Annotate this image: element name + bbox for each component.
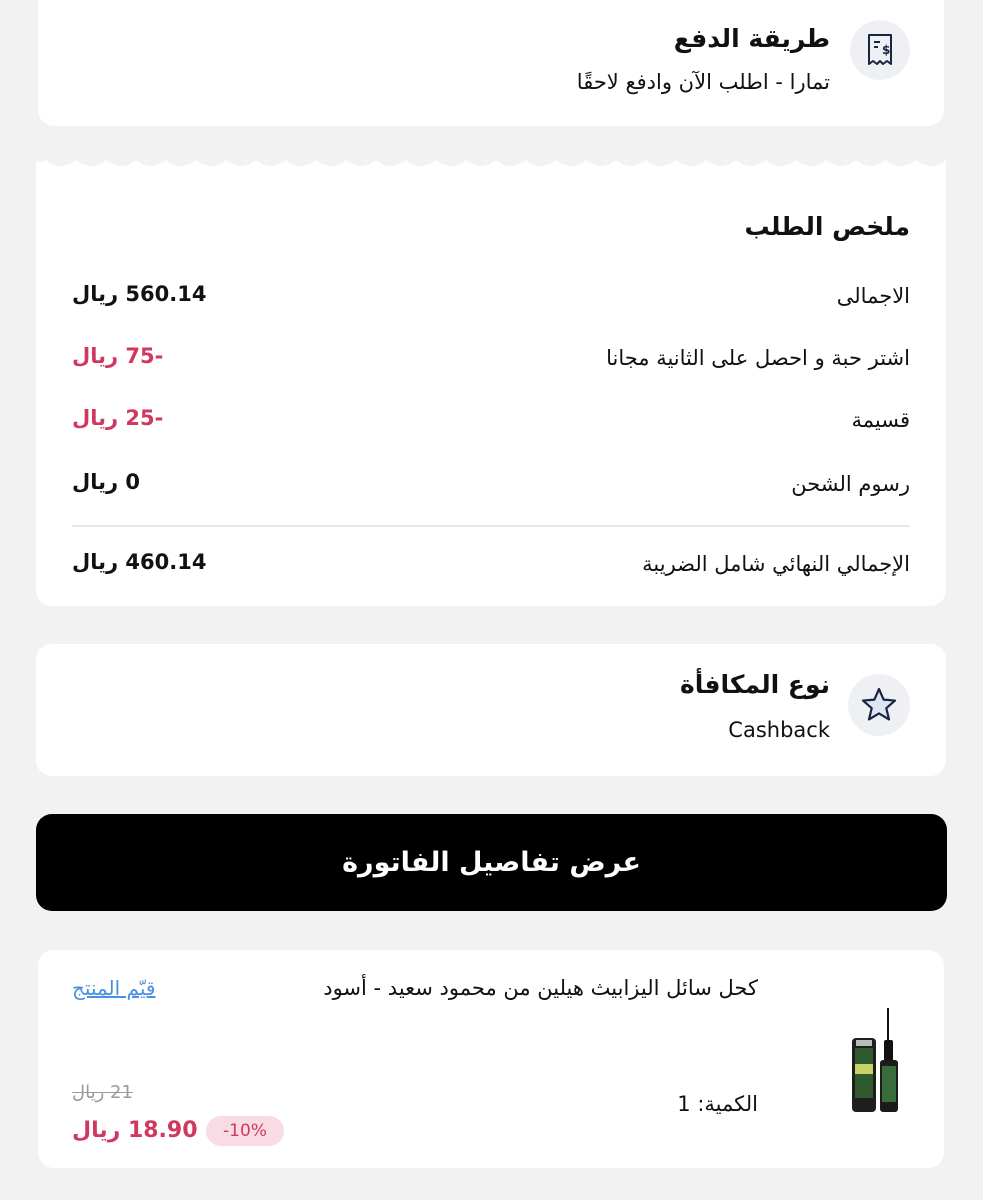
rate-product-link[interactable]: قيّم المنتج	[72, 976, 156, 1000]
product-card	[38, 950, 944, 1168]
subtotal-label: الاجمالى	[836, 284, 910, 308]
payment-method-value: تمارا - اطلب الآن وادفع لاحقًا	[576, 70, 830, 94]
shipping-value: 0 ريال	[72, 470, 141, 494]
reward-type-value: Cashback	[728, 718, 830, 742]
subtotal-value: 560.14 ريال	[72, 282, 207, 306]
shipping-label: رسوم الشحن	[791, 472, 910, 496]
grand-total-label: الإجمالي النهائي شامل الضريبة	[642, 552, 910, 576]
promo-value: -75 ريال	[72, 344, 164, 368]
summary-divider	[72, 525, 910, 527]
receipt-dollar-icon	[865, 33, 895, 67]
discounted-price: 18.90 ريال	[72, 1118, 198, 1143]
payment-icon-container	[850, 20, 910, 80]
grand-total-value: 460.14 ريال	[72, 550, 207, 574]
promo-label: اشتر حبة و احصل على الثانية مجانا	[606, 346, 910, 370]
original-price: 21 ريال	[72, 1082, 133, 1103]
star-icon	[859, 685, 899, 725]
quantity-label: الكمية: 1	[677, 1092, 758, 1116]
reward-type-card	[36, 644, 946, 776]
view-invoice-button[interactable]: عرض تفاصيل الفاتورة	[36, 814, 947, 911]
order-summary-title: ملخص الطلب	[744, 212, 910, 241]
order-summary-card	[36, 150, 946, 606]
coupon-value: -25 ريال	[72, 406, 164, 430]
scalloped-edge	[36, 150, 946, 174]
svg-text:$: $	[882, 43, 891, 57]
coupon-label: قسيمة	[851, 408, 910, 432]
product-name: كحل سائل اليزابيث هيلين من محمود سعيد - أسود	[323, 976, 758, 1000]
reward-type-title: نوع المكافأة	[680, 670, 830, 699]
payment-method-title: طريقة الدفع	[673, 24, 830, 53]
eyeliner-product-image	[830, 1004, 910, 1116]
payment-method-card	[38, 0, 944, 126]
discount-badge: -10%	[206, 1116, 284, 1146]
reward-icon-container	[848, 674, 910, 736]
